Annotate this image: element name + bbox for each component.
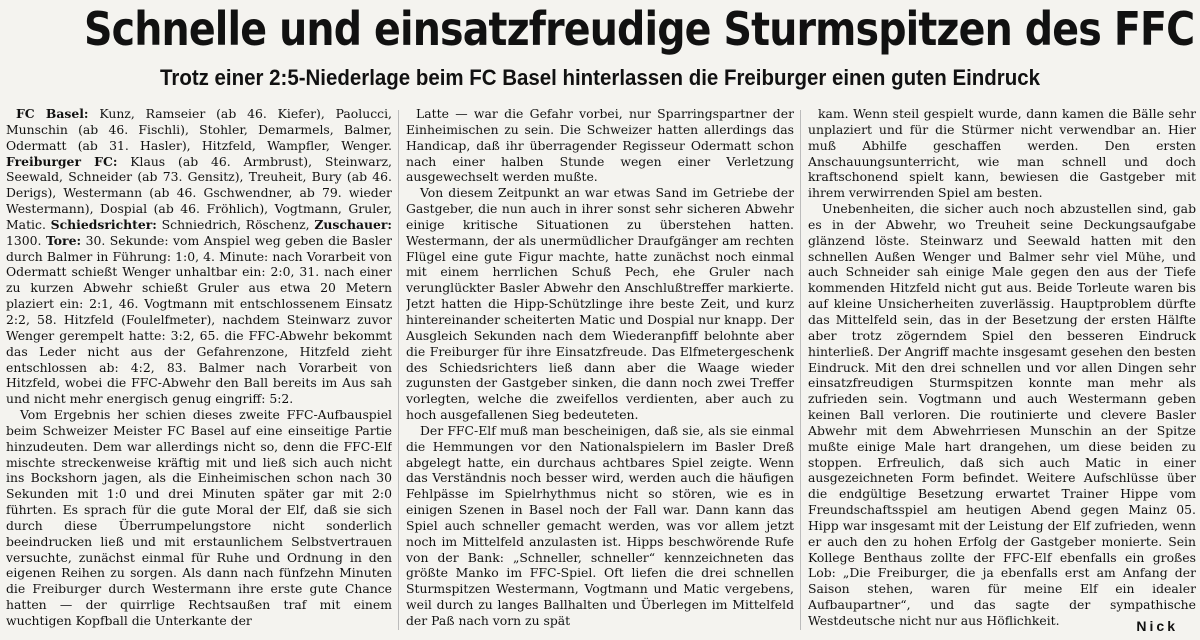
team1-lineup: Kunz, Ramseier (ab 46. Kiefer), Paolucci, Munschin (ab 46. Fischli), Stohler, Demarmels, Balmer, Odermatt (ab 31. Hasler), Hitzfeld, Wampfler, Wenger. [6,106,392,153]
team1-label: FC Basel: [16,106,89,121]
body-paragraph: Vom Ergebnis her schien dieses zweite FFC-Aufbauspiel beim Schweizer Meister FC Basel auf eine einseitige Partie hinzudeuten. Dem war allerdings nicht so, denn die FFC-Elf mischte streckenweise kräftig mit und ließ sich auch nicht ins Bockshorn jagen, als die Einheimischen schon nach 30 Sekunden mit 1:0 und drei Minuten später gar mit 2:0 führten. Es sprach für die gute Moral der Elf, daß sie sich durch diese Überrumpelungstore nicht sonderlich beeindrucken ließ und mit erstaunlichem Selbstvertrauen versuchte, zunächst einmal für Ruhe und Ordnung in den eigenen Reihen zu sorgen. Als dann nach fünfzehn Minuten die Freiburger durch Westermann ihre erste gute Chance hatten — der quirrlige Rechtsaußen traf mit einem wuchtigen Kopfball die Unterkante der [6,407,392,628]
lineup-paragraph [6,106,392,407]
spectators-label: Zuschauer: [314,216,392,232]
goals-label: Tore: [46,232,82,248]
column-divider [800,110,801,630]
headline: Schnelle und einsatzfreudige Sturmspitzen des FFC [84,2,1195,56]
referee-value: Schniedrich, Röschenz, [156,216,315,232]
team2-label: Freiburger FC: [6,153,118,169]
goals-text: 30. Sekunde: vom Anspiel weg geben die Basler durch Balmer in Führung: 1:0, 4. Minute: nach Vorarbeit von Odermatt schießt Wenger unhaltbar ein: 2:0, 31. nach einer zu kurzen Abwehr schießt Gruler aus etwa 20 Metern plaziert ein: 2:1, 46. Vogtmann mit entschlossenem Einsatz 2:2, 58. Hitzfeld (Foulelfmeter), nachdem Steinwarz zuvor Wenger gerempelt hatte: 3:2, 65. die FFC-Abwehr bekommt das Leder nicht aus der Gefahrenzone, Hitzfeld zieht entschlossen ab: 4:2, 83. Balmer nach Vorarbeit von Hitzfeld, wobei die FFC-Abwehr den Ball bereits im Aus sah und nicht mehr energisch genug eingriff: 5:2. [6,232,392,407]
article-column-2 [406,106,794,634]
spectators-value: 1300. [6,232,46,248]
author-signature: Nick [1136,618,1178,634]
body-paragraph: Latte — war die Gefahr vorbei, nur Sparringspartner der Einheimischen zu sein. Die Schweizer hatten allerdings das Handicap, daß ihr überragender Regisseur Odermatt schon nach einer halben Stunde wegen einer Verletzung ausgewechselt werden mußte. [406,106,794,185]
body-paragraph: Von diesem Zeitpunkt an war etwas Sand im Getriebe der Gastgeber, die nun auch in ihrer sonst sehr sicheren Abwehr einige kritische Situationen zu überstehen hatten. Westermann, der als unermüdlicher Draufgänger am rechten Flügel eine gute Figur machte, hatte zunächst noch einmal mit einem herrlichen Schuß Pech, ehe Gruler nach verunglückter Basler Abwehr den Anschlußtreffer markierte. Jetzt hatten die Hipp-Schützlinge ihre beste Zeit, und kurz hintereinander scheiterten Matic und Dospial nur knapp. Der Ausgleich Sekunden nach dem Wiederanpfiff belohnte aber die Freiburger für ihre Einsatzfreude. Das Elfmetergeschenk des Schiedsrichters ließ dann aber die Waage wieder zugunsten der Gastgeber sinken, die dann noch zwei Treffer vorlegten, welche die zweifellos verdienten, aber auch zu hoch ausgefallenen Sieg bedeuteten. [406,185,794,423]
article-column-1 [6,106,392,634]
body-paragraph: kam. Wenn steil gespielt wurde, dann kamen die Bälle sehr unplaziert und für die Stürmer nicht verwendbar an. Hier muß Abhilfe geschaffen werden. Den ersten Anschauungsunterricht, wie man schnell und doch kraftschonend spielt kann, bewiesen die Gastgeber mit ihrem verwirrenden Spiel am besten. [808,106,1196,201]
referee-label: Schiedsrichter: [50,216,157,232]
article-column-3 [808,106,1196,634]
team2-lineup: Klaus (ab 46. Armbrust), Steinwarz, Seewald, Schneider (ab 73. Gensitz), Treuheit, Bury (ab 46. Derigs), Westermann (ab 46. Gschwendner, ab 79. wieder Westermann), Dospial (ab 46. Fröhlich), Vogtmann, Gruler, Matic. [6,153,392,232]
subheadline: Trotz einer 2:5-Niederlage beim FC Basel hinterlassen die Freiburger einen guten Eindruck [159,65,1041,90]
column-divider [398,110,399,630]
body-paragraph: Der FFC-Elf muß man bescheinigen, daß sie, als sie einmal die Hemmungen vor den Nationalspielern im Basler Dreß abgelegt hatte, ein durchaus achtbares Spiel zeigte. Wenn das Verständnis noch besser wird, werden auch die häufigen Fehlpässe im Spielrhythmus nicht so stören, wie es in einigen Szenen in Basel noch der Fall war. Dann kann das Spiel auch schneller gemacht werden, was vor allem jetzt noch im Mittelfeld anzulasten ist. Hipps beschwörende Rufe von der Bank: „Schneller, schneller“ kennzeichneten das größte Manko im FFC-Spiel. Oft liefen die drei schnellen Sturmspitzen Westermann, Vogtmann und Matic vergebens, weil durch zu langes Ballhalten und Überlegen im Mittelfeld der Paß nach vorn zu spät [406,422,794,628]
body-paragraph: Unebenheiten, die sicher auch noch abzustellen sind, gab es in der Abwehr, wo Treuheit seine Deckungsaufgabe glänzend löste. Steinwarz und Seewald hatten mit den schnellen Außen Wenger und Balmer sehr viel Mühe, und auch Schneider sah einige Male gegen den aus der Tiefe kommenden Hitzfeld nicht gut aus. Beide Torleute waren bis auf kleine Unsicherheiten zuverlässig. Hauptproblem dürfte das Mittelfeld sein, das in der Besetzung der ersten Hälfte aber trotz zögerndem Spiel den besseren Eindruck hinterließ. Der Angriff machte insgesamt gesehen den besten Eindruck. Mit den drei schnellen und vor allen Dingen sehr einsatzfreudigen Sturmspitzen konnte man mehr als zufrieden sein. Vogtmann und auch Westermann geben keinen Ball verloren. Die routinierte und clevere Basler Abwehr mit dem Abwehrriesen Munschin an der Spitze mußte einige Male hart drangehen, um diese beiden zu stoppen. Erfreulich, daß sich auch Matic in einer ausgezeichneten Form befindet. Weitere Aufschlüsse über die endgültige Besetzung erwartet Trainer Hippe vom Freundschaftsspiel am heutigen Abend gegen Mainz 05. Hipp war insgesamt mit der Leistung der Elf zufrieden, wenn er auch den zu hohen Erfolg der Gastgeber monierte. Sein Kollege Benthaus zollte der FFC-Elf ebenfalls ein großes Lob: „Die Freiburger, die ja ebenfalls erst am Anfang der Saison stehen, waren für meine Elf ein idealer Aufbaupartner“, und das sagte der sympathische Westdeutsche nicht nur aus Höflichkeit. [808,201,1196,628]
